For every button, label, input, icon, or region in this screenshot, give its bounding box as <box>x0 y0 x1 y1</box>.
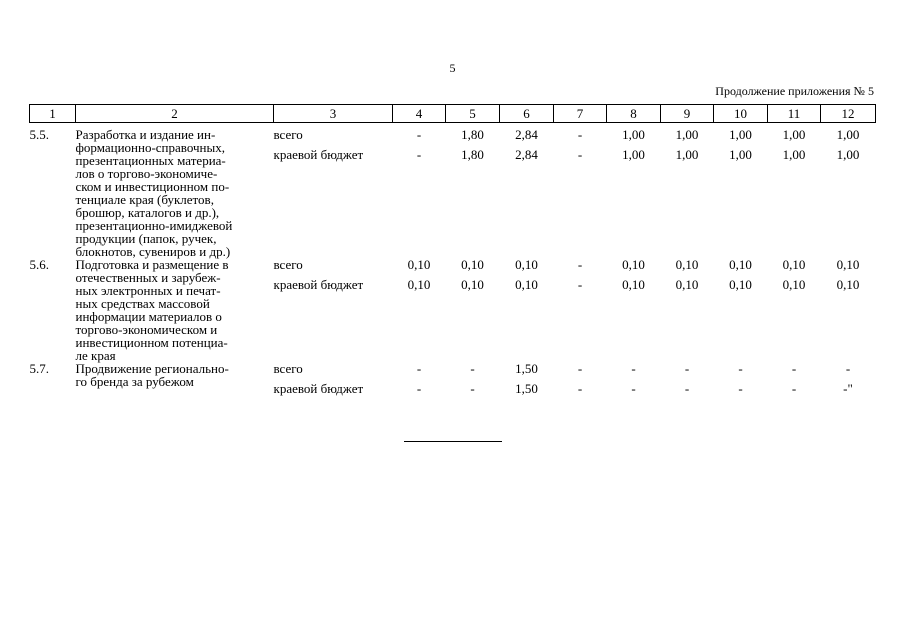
source-regional-budget: краевой бюджет <box>273 277 364 292</box>
value-cell: 0,10 <box>836 277 860 292</box>
value-cell: 0,10 <box>461 257 484 272</box>
source-regional-budget: краевой бюджет <box>273 147 364 162</box>
value-cell: 1,00 <box>729 127 752 142</box>
value-cell: 1,00 <box>622 127 645 142</box>
value-cell: - <box>845 361 851 376</box>
value-cell: 1,80 <box>461 147 484 162</box>
value-cell: 2,84 <box>515 147 538 162</box>
description-line: продукции (папок, ручек, <box>75 231 217 246</box>
description-line: Разработка и издание ин- <box>75 127 216 142</box>
value-cell: - <box>577 147 583 162</box>
description-line: презентационных материа- <box>75 153 226 168</box>
funding-source <box>274 362 393 402</box>
value-cell: 1,00 <box>836 147 860 162</box>
description-line: ском и инвестиционном по- <box>75 179 230 194</box>
description-line: инвестиционном потенциа- <box>75 335 228 350</box>
value-cell: 1,00 <box>836 127 860 142</box>
value-cell: - <box>791 361 797 376</box>
column-header: 3 <box>274 105 393 123</box>
value-cell: 0,10 <box>675 277 699 292</box>
value-cell: - <box>738 361 743 376</box>
end-of-document-rule <box>404 441 502 442</box>
page-number: 5 <box>449 61 456 75</box>
column-header: 1 <box>30 105 76 123</box>
value-cell: 0,10 <box>836 257 860 272</box>
value-cell: 1,00 <box>675 127 699 142</box>
header-row <box>30 105 876 123</box>
description-line: информации материалов о <box>75 309 222 324</box>
value-cell: 0,10 <box>782 277 806 292</box>
value-cell: - <box>577 257 583 272</box>
value-cell: 0,10 <box>729 257 752 272</box>
column-header: 7 <box>554 105 607 123</box>
description-line: лов о торгово-экономиче- <box>75 166 218 181</box>
value-cell: - <box>738 381 743 396</box>
value-cell: - <box>577 127 583 142</box>
description-line: го бренда за рубежом <box>75 374 194 389</box>
value-cell: 0,10 <box>622 277 645 292</box>
description-line: отечественных и зарубеж- <box>75 270 221 285</box>
value-cell: 1,80 <box>461 127 484 142</box>
source-total: всего <box>273 361 303 376</box>
column-header: 11 <box>768 105 821 123</box>
value-cell: 0,10 <box>675 257 699 272</box>
appendix-continuation: Продолжение приложения № 5 <box>715 84 874 98</box>
table-row <box>30 258 876 362</box>
description-line: презентационно-имиджевой <box>75 218 233 233</box>
value-cell: -" <box>843 381 853 396</box>
value-cell: - <box>684 361 690 376</box>
value-cell: - <box>684 381 690 396</box>
row-number: 5.5. <box>29 127 49 142</box>
value-cell: - <box>416 361 422 376</box>
column-header: 9 <box>661 105 714 123</box>
source-regional-budget: краевой бюджет <box>273 381 364 396</box>
value-cell: 0,10 <box>782 257 806 272</box>
description-line: ных электронных и печат- <box>75 283 221 298</box>
column-header: 4 <box>393 105 446 123</box>
row-number: 5.6. <box>29 257 49 272</box>
row-description <box>76 123 274 259</box>
description-line: торгово-экономическом и <box>75 322 218 337</box>
source-total: всего <box>273 257 303 272</box>
funding-source <box>274 258 393 362</box>
row-description <box>76 362 274 402</box>
value-cell: 0,10 <box>729 277 752 292</box>
value-cell: - <box>470 361 475 376</box>
value-cell: 2,84 <box>515 127 538 142</box>
description-line: блокнотов, сувениров и др.) <box>75 244 231 259</box>
value-cell: - <box>470 381 475 396</box>
value-cell: 0,10 <box>461 277 484 292</box>
source-total: всего <box>273 127 303 142</box>
column-header: 6 <box>500 105 554 123</box>
value-cell: - <box>631 381 636 396</box>
column-header: 10 <box>714 105 768 123</box>
value-cell: 0,10 <box>407 277 431 292</box>
description-line: тенциале края (буклетов, <box>75 192 214 207</box>
value-cell: 1,00 <box>622 147 645 162</box>
value-cell: 1,00 <box>675 147 699 162</box>
description-line: ных средствах массовой <box>75 296 210 311</box>
funding-source <box>274 123 393 259</box>
description-line: брошюр, каталогов и др.), <box>75 205 220 220</box>
value-cell: 0,10 <box>515 277 538 292</box>
value-cell: 1,00 <box>782 147 806 162</box>
description-line: формационно-справочных, <box>75 140 225 155</box>
value-cell: - <box>416 147 422 162</box>
table-row <box>30 123 876 259</box>
value-cell: - <box>577 277 583 292</box>
funding-table <box>29 104 876 402</box>
value-cell: - <box>631 361 636 376</box>
value-cell: 1,00 <box>729 147 752 162</box>
column-header: 8 <box>607 105 661 123</box>
value-cell: - <box>416 127 422 142</box>
value-cell: 0,10 <box>515 257 538 272</box>
description-line: ле края <box>75 348 116 363</box>
value-cell: 1,00 <box>782 127 806 142</box>
column-header: 12 <box>821 105 876 123</box>
value-cell: 1,50 <box>515 361 538 376</box>
value-cell: 0,10 <box>622 257 645 272</box>
value-cell: 0,10 <box>407 257 431 272</box>
value-cell: - <box>791 381 797 396</box>
column-header: 2 <box>76 105 274 123</box>
column-header: 5 <box>446 105 500 123</box>
row-number: 5.7. <box>29 361 49 376</box>
value-cell: - <box>577 381 583 396</box>
description-line: Подготовка и размещение в <box>75 257 229 272</box>
row-description <box>76 258 274 362</box>
value-cell: - <box>577 361 583 376</box>
value-cell: 1,50 <box>515 381 538 396</box>
description-line: Продвижение регионально- <box>75 361 229 376</box>
table-row <box>30 362 876 402</box>
value-cell: - <box>416 381 422 396</box>
